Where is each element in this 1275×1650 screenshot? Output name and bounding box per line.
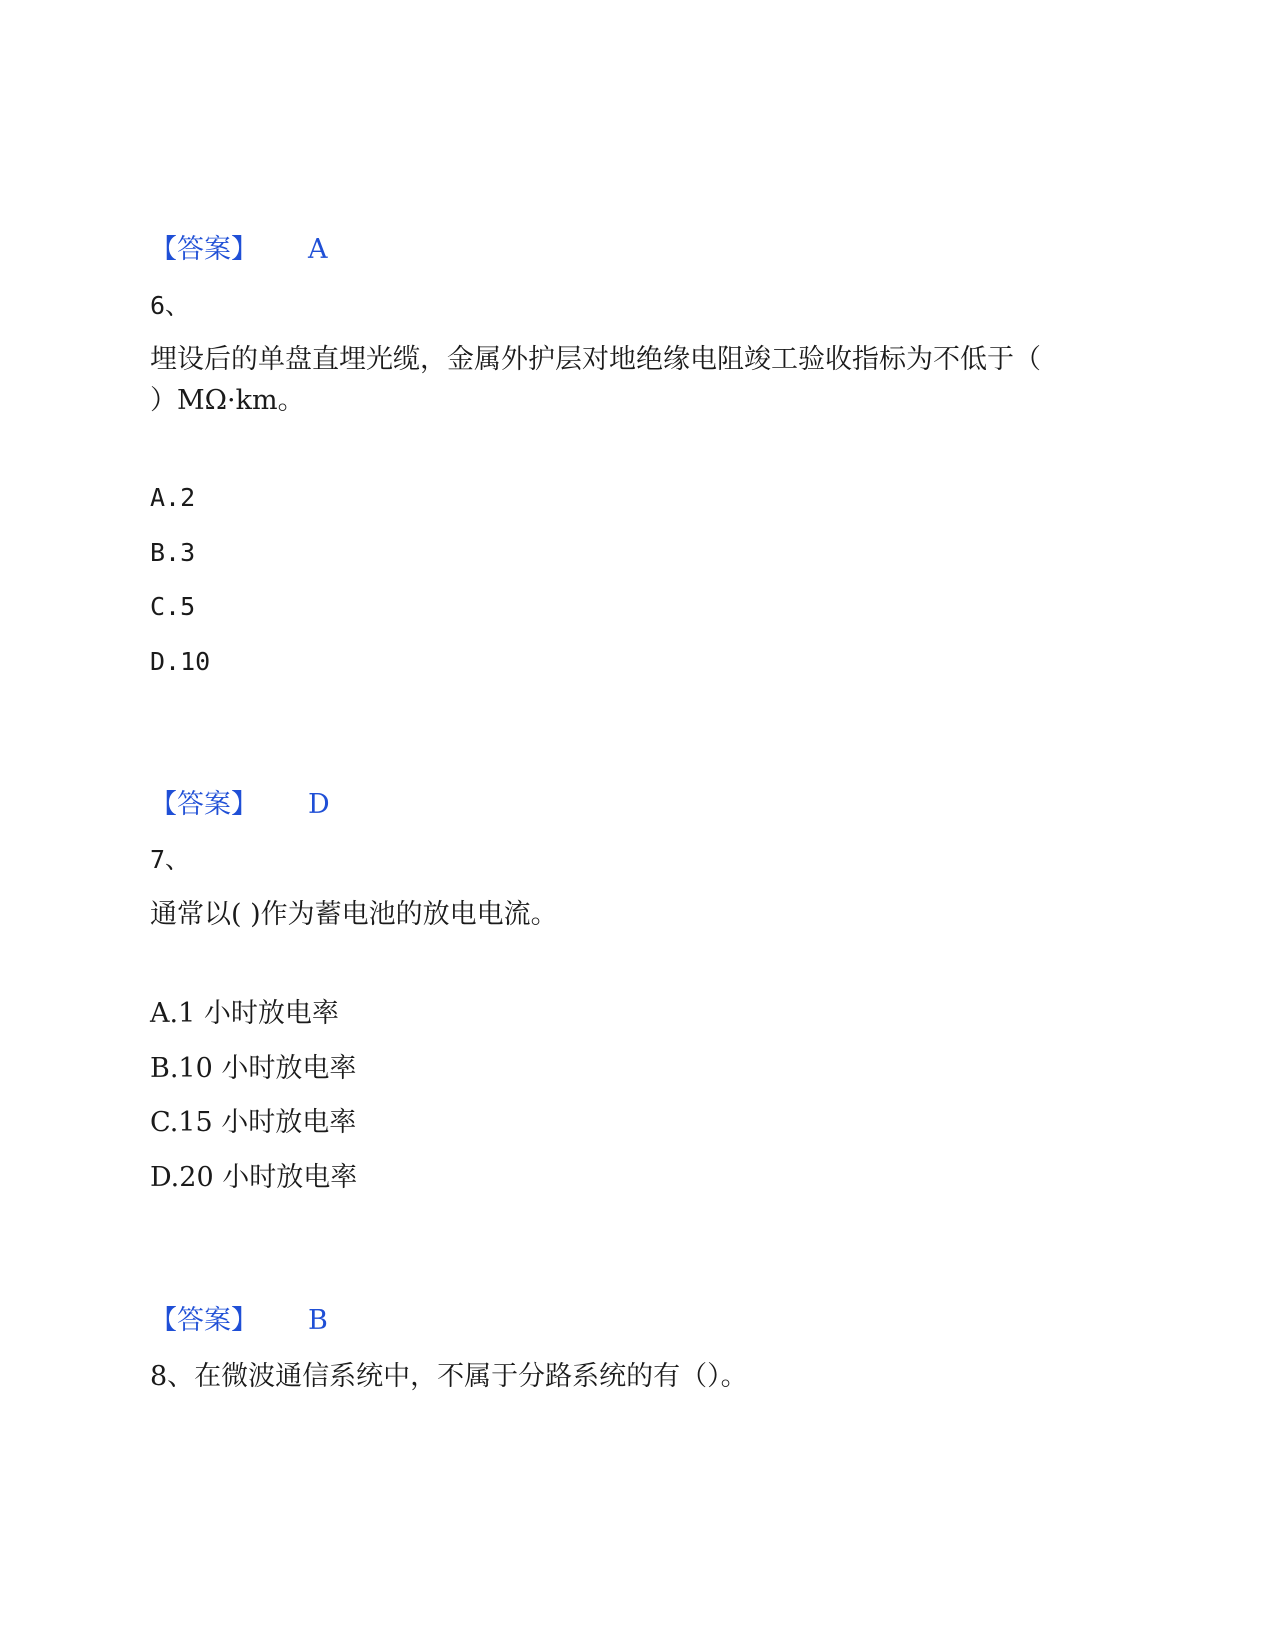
option-6-d: D.10 [150, 647, 211, 676]
question-text-6-line1: 埋设后的单盘直埋光缆，金属外护层对地绝缘电阻竣工验收指标为不低于（ [150, 344, 1041, 375]
answer-row-q7 [150, 1303, 328, 1339]
question-text-8: 8、在微波通信系统中，不属于分路系统的有（）。 [150, 1361, 748, 1392]
question-text-7: 通常以( )作为蓄电池的放电电流。 [150, 899, 558, 930]
answer-label: 【答案】 [150, 789, 258, 820]
answer-value: B [308, 1305, 328, 1336]
answer-value: D [308, 789, 330, 820]
option-6-b: B.3 [150, 538, 196, 567]
option-7-c: C.15 小时放电率 [150, 1107, 357, 1138]
option-7-b: B.10 小时放电率 [150, 1053, 357, 1084]
answer-row-q6 [150, 787, 330, 823]
option-6-c: C.5 [150, 592, 196, 621]
answer-value: A [308, 234, 328, 265]
option-6-a: A.2 [150, 483, 196, 512]
question-text-6-line2: ）MΩ·km。 [150, 385, 305, 416]
answer-label: 【答案】 [150, 234, 258, 265]
question-number-6: 6、 [150, 291, 191, 320]
question-number-7: 7、 [150, 845, 191, 874]
answer-label: 【答案】 [150, 1305, 258, 1336]
option-7-a: A.1 小时放电率 [150, 998, 339, 1029]
answer-row-q5 [150, 232, 328, 268]
option-7-d: D.20 小时放电率 [150, 1162, 358, 1193]
